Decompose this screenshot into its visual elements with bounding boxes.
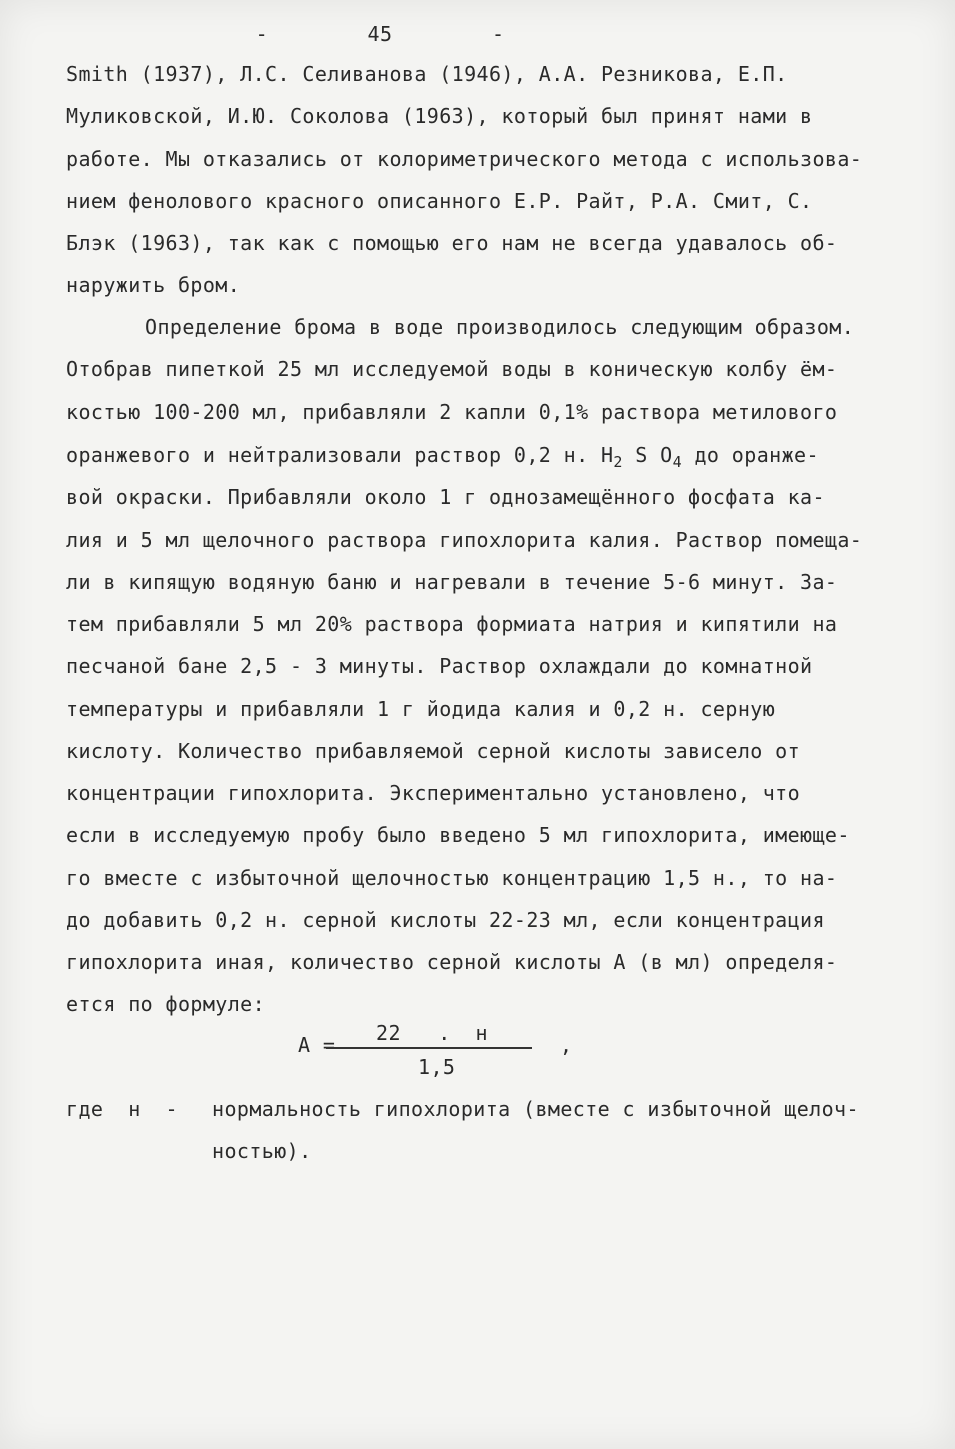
text-line: кислоту. Количество прибавляемой серной кислоты зависело от — [66, 739, 801, 763]
formula-comma: , — [560, 1033, 573, 1057]
page-number-dash-right: - — [491, 22, 505, 46]
page-number-dash-left: - — [255, 22, 269, 46]
text-line: Отобрав пипеткой 25 мл исследуемой воды в коническую колбу ём- — [66, 357, 838, 381]
text-line: работе. Мы отказались от колориметрического метода с использова- — [66, 147, 863, 171]
text-fragment: S O — [622, 443, 673, 467]
text-line: если в исследуемую пробу было введено 5 мл гипохлорита, имеюще- — [66, 823, 850, 847]
text-line: ется по формуле: — [66, 992, 266, 1016]
text-fragment: до оранже- — [682, 443, 819, 467]
text-line-formula — [66, 443, 819, 471]
formula — [298, 1021, 598, 1085]
formula-numerator: 22 . н — [376, 1021, 488, 1045]
definition-text-continuation: ностью). — [212, 1139, 312, 1163]
definition-text: нормальность гипохлорита (вместе с избыточной щелоч- — [212, 1097, 859, 1121]
text-line: Smith (1937), Л.С. Селиванова (1946), А.А. Резникова, Е.П. — [66, 62, 788, 86]
text-line: до добавить 0,2 н. серной кислоты 22-23 мл, если концентрация — [66, 908, 825, 932]
text-line: концентрации гипохлорита. Экспериментально установлено, что — [66, 781, 801, 805]
text-line: Блэк (1963), так как с помощью его нам не всегда удавалось об- — [66, 231, 838, 255]
text-line: тем прибавляли 5 мл 20% раствора формиата натрия и кипятили на — [66, 612, 838, 636]
text-line: ли в кипящую водяную баню и нагревали в течение 5-6 минут. За- — [66, 570, 838, 594]
text-fragment: оранжевого и нейтрализовали раствор 0,2 н. H — [66, 443, 614, 467]
text-line: лия и 5 мл щелочного раствора гипохлорита калия. Раствор помеща- — [66, 528, 863, 552]
subscript: 4 — [672, 453, 683, 471]
text-line: вой окраски. Прибавляли около 1 г однозамещённого фосфата ка- — [66, 485, 825, 509]
text-line: Муликовской, И.Ю. Соколова (1963), который был принят нами в — [66, 104, 813, 128]
text-line: песчаной бане 2,5 - 3 минуты. Раствор охлаждали до комнатной — [66, 654, 813, 678]
formula-denominator: 1,5 — [418, 1055, 456, 1079]
definition-term: где н - — [66, 1097, 178, 1121]
text-line: наружить бром. — [66, 273, 241, 297]
formula-lhs: А = — [298, 1033, 336, 1057]
page-number — [0, 22, 760, 46]
subscript: 2 — [613, 453, 623, 471]
text-line: гипохлорита иная, количество серной кислоты А (в мл) определя- — [66, 950, 838, 974]
text-line: костью 100-200 мл, прибавляли 2 капли 0,1% раствора метилового — [66, 400, 838, 424]
paragraph-first-line: Определение брома в воде производилось следующим образом. — [145, 315, 855, 339]
text-line: температуры и прибавляли 1 г йодида калия и 0,2 н. серную — [66, 697, 776, 721]
text-line: нием фенолового красного описанного Е.Р. Райт, Р.А. Смит, С. — [66, 189, 813, 213]
page-number-value: 45 — [367, 22, 393, 46]
text-line: го вместе с избыточной щелочностью концентрацию 1,5 н., то на- — [66, 866, 838, 890]
fraction-bar — [326, 1047, 532, 1049]
